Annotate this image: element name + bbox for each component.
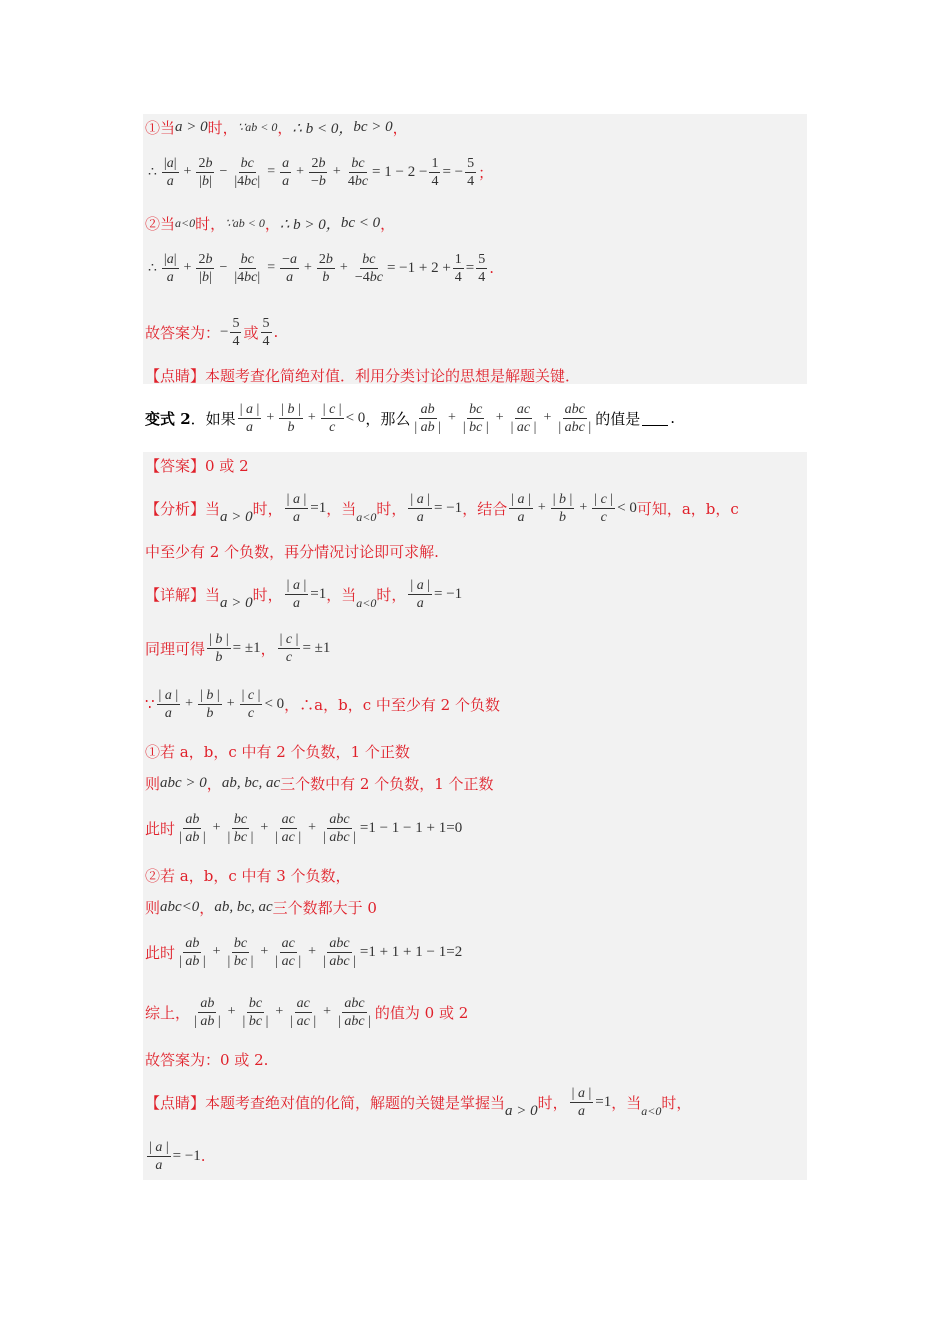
analysis-label: 【分析】当 [145,499,221,518]
frac-2b-over-abs-b: $\frac{2b}{|b|}$ [198,155,213,189]
case1-cond: a > 0 [175,118,208,135]
note2-line2: $\frac{| a |}{a}$ = −1 . [149,1139,206,1173]
answer2: 【答案】0 或 2 [145,456,249,475]
sub1-then: 则 abc > 0 ， ab, bc, ac 三个数中有 2 个负数，1 个正数 [145,774,494,793]
sub2-then: 则 abc<0 ， ab, bc, ac 三个数都大于 0 [145,898,377,917]
sub1-calc: 此时 $\frac{ab}{| ab |}$ + $\frac{bc}{| bc |}$ + $\frac{ac}{| ac |}$ + $\frac{\text{abc}}{\text{| abc |}}$ =1 − 1 − 1 + 1=0 [145,811,463,845]
detail-line: 【详解】当 a > 0 时， $\frac{| a |}{a}$ =1 ，当 a<0 时， $\frac{| a |}{a}$ = −1 [145,577,463,611]
case2-head: ②当 [145,214,176,233]
case2-condition-line: ②当 a<0 时， ∵ab < 0 ， ∴ b > 0， bc < 0 ， [145,214,396,233]
summary-line: 综上， $\frac{ab}{| ab |}$ + $\frac{bc}{| bc |}$ + $\frac{ac}{| ac |}$ + $\frac{\text{abc}}{\text{| abc |}}$ 的值为 0 或 2 [145,995,469,1029]
case1-bc: bc > 0 [353,118,393,135]
sub2-calc: 此时 $\frac{ab}{| ab |}$ + $\frac{bc}{| bc |}$ + $\frac{ac}{| ac |}$ + $\frac{\text{abc}}{\text{| abc |}}$ =1 + 1 + 1 − 1=2 [145,935,463,969]
because-line: ∵ $\frac{| a |}{a}$ + $\frac{| b |}{b}$ + $\frac{| c |}{c}$ < 0 ，∴a，b，c 中至少有 2 个负数 [145,687,500,721]
answer1-label: 故答案为： [145,323,221,342]
case1-head: ①当 [145,118,176,137]
frac-bc-over-abs-4bc: $\frac{bc}{|4bc|}$ [234,155,261,189]
case1-result: = 1 − 2 − [372,163,428,180]
answer1-line: 故答案为： − $\frac{5}{4}$ 或 $\frac{5}{4}$ . [145,315,279,349]
answer3: 故答案为：0 或 2. [145,1050,269,1069]
case2-cond: a<0 [175,215,196,230]
detail-label: 【详解】当 [145,585,221,604]
note2-line: 【点睛】本题考查绝对值的化简，解题的关键是掌握当 a > 0 时， $\frac{| a |}{a}$ =1 ，当 a<0 时， [145,1085,692,1119]
case1-mid: 时， [207,118,238,137]
note1: 【点睛】本题考查化简绝对值．利用分类讨论的思想是解题关键． [145,366,581,385]
case1-condition-line: ①当 a > 0 时， ∵ab < 0 ， ∴ b < 0， bc > 0 ， [145,118,408,137]
variant-title: 变式 2 [145,409,191,428]
case2-equation: ∴ $\frac{|a|}{a}$ + $\frac{2b}{|b|}$ − $\frac{bc}{|4bc|}$ = $\frac{-a}{a}$ + $\frac{2b}{b}$ + $\frac{bc}{-4bc}$ = −1 + 2 + $\frac{1}{4}$ = $\frac{5}{4}$ . [148,251,495,285]
case1-equation: ∴ $\frac{|a|}{a}$ + $\frac{2b}{|b|}$ − $\frac{bc}{|4bc|}$ = $\frac{a}{a}$ + $\frac{2b}{-b}$ + $\frac{bc}{4bc}$ = 1 − 2 − $\frac{1}{4}$ = − $\frac{5}{4}$ ； [148,155,494,189]
frac-abs-a-over-a: $\frac{|a|}{a}$ [163,155,177,189]
sub1-head: ①若 a，b，c 中有 2 个负数，1 个正数 [145,742,410,761]
case1-therefore: ∴ b < 0， [292,120,354,137]
analysis-line2: 中至少有 2 个负数，再分情况讨论即可求解. [145,542,439,561]
similar-line: 同理可得 $\frac{| b |}{b}$ = ±1 ， $\frac{| c |}{c}$ = ±1 [145,631,331,665]
note2-label: 【点睛】本题考查绝对值的化简，解题的关键是掌握当 [145,1093,506,1112]
variant-question: 变式 2 ．如果 $\frac{| a |}{a}$ + $\frac{| b |}{b}$ + $\frac{| c |}{c}$ < 0 ，那么 $\frac{ab}{| ab |}$ + $\frac{bc}{| bc |}$ + $\frac{ac}{| ac |}$ + $\frac{\text{abc}}{\text{| abc |}}$ 的值是 . [145,401,675,435]
analysis-line: 【分析】当 a > 0 时， $\frac{| a |}{a}$ =1 ，当 a<0 时， $\frac{| a |}{a}$ = −1 ，结合 $\frac{| a |}{a}$ + $\frac{| b |}{b}$ + $\frac{| c |}{c}$ < 0 可知，a，b，c [145,491,739,525]
sub2-head: ②若 a，b，c 中有 3 个负数， [145,866,351,885]
case1-since: ∵ab < 0 [237,119,278,134]
answer-blank [642,411,668,426]
